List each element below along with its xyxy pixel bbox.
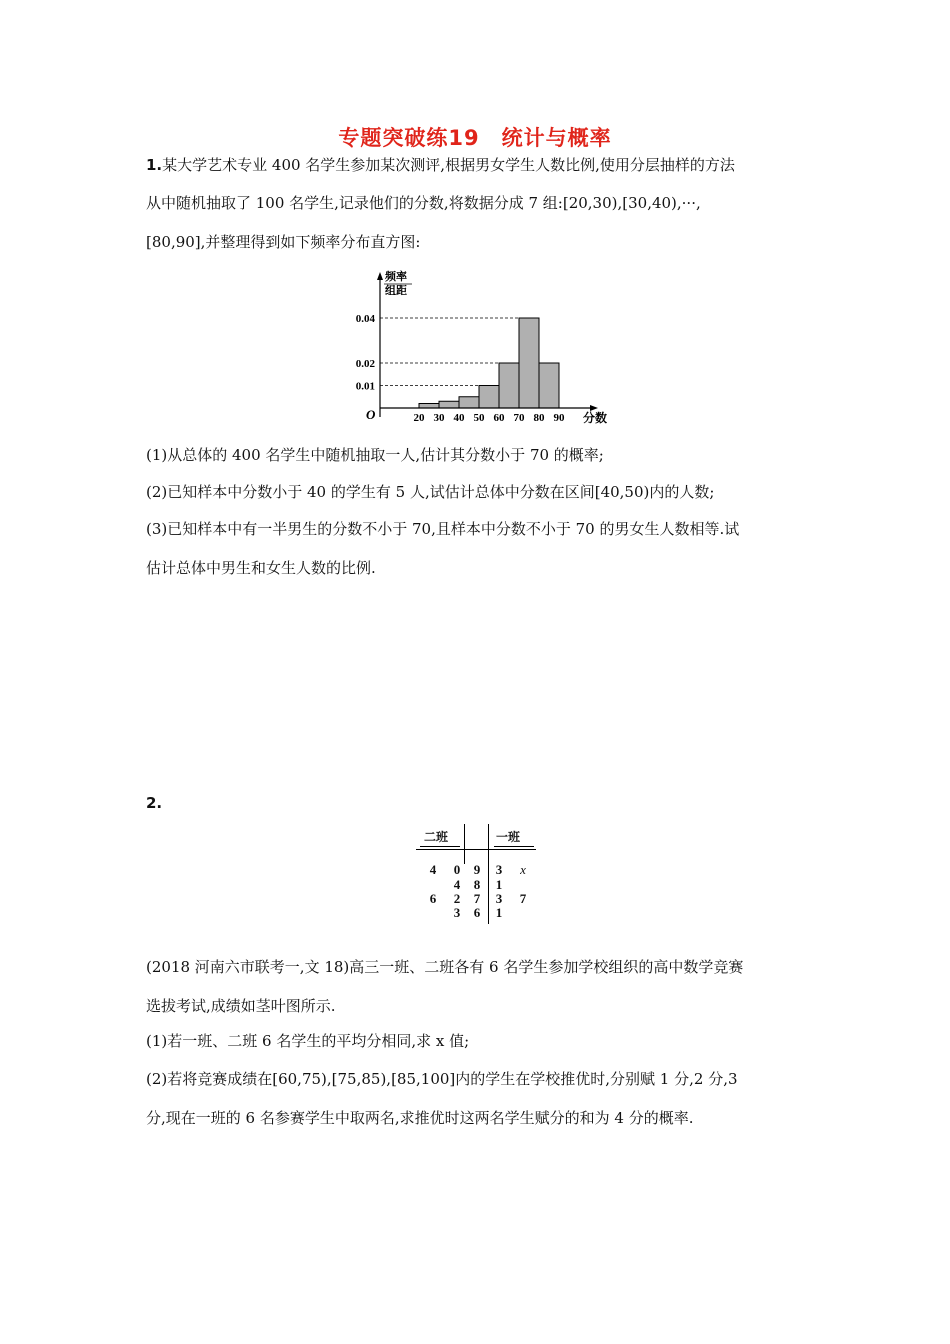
stem-leaf-plot	[412, 824, 542, 924]
left-leaf: 6	[429, 891, 437, 906]
right-header: 一班	[496, 830, 521, 844]
histogram-bar	[479, 386, 499, 409]
y-tick-label: 0.01	[355, 380, 375, 393]
y-tick-labels	[356, 313, 376, 393]
q1-sub-2: (2)已知样本中分数小于 40 的学生有 5 人,试估计总体中分数在区间[40,50)内的人数;	[146, 483, 715, 501]
left-leaf: 4	[453, 877, 461, 892]
stem-divider-right	[488, 824, 489, 924]
y-label-bottom: 组距	[385, 285, 407, 297]
origin-label: O	[366, 407, 376, 422]
q2-sub-1: (1)若一班、二班 6 名学生的平均分相同,求 x 值;	[146, 1032, 470, 1050]
y-tick-label: 0.02	[355, 358, 375, 370]
histogram-bar	[519, 318, 539, 408]
stem: 9	[473, 862, 481, 877]
histogram-bar	[499, 363, 519, 408]
x-axis-label: 分数	[583, 411, 608, 425]
histogram-bar	[439, 401, 459, 408]
left-header: 二班	[424, 830, 449, 844]
histogram-bar	[459, 397, 479, 408]
q1-line-1: 1.某大学艺术专业 400 名学生参加某次测评,根据男女学生人数比例,使用分层抽样的方法	[146, 156, 735, 174]
stem-top-rule	[416, 849, 536, 850]
right-leaf: 7	[519, 891, 527, 906]
q1-sub-3-cont: 估计总体中男生和女生人数的比例.	[146, 559, 376, 577]
x-tick-label: 40	[453, 412, 465, 424]
x-tick-label: 90	[553, 412, 565, 424]
right-leaf: 1	[495, 877, 503, 892]
x-tick-label: 50	[473, 412, 485, 424]
q2-sub-2-cont: 分,现在一班的 6 名参赛学生中取两名,求推优时这两名学生赋分的和为 4 分的概率.	[146, 1109, 694, 1127]
q1-line-2: 从中随机抽取了 100 名学生,记录他们的分数,将数据分成 7 组:[20,30),[30,40),···,	[146, 194, 701, 212]
y-axis-arrow	[377, 272, 383, 280]
q2-line-2: 选拔考试,成绩如茎叶图所示.	[146, 997, 336, 1015]
right-header-rule	[494, 846, 534, 847]
stem-divider-left-top	[464, 824, 465, 864]
histogram-bar	[539, 363, 559, 408]
left-leaf: 4	[429, 862, 437, 877]
left-leaf: 2	[453, 891, 461, 906]
right-leaf: 3	[495, 862, 503, 877]
histogram-bar	[419, 404, 439, 409]
q1-number: 1.	[146, 156, 163, 174]
page-title: 专题突破练19 统计与概率	[338, 126, 612, 150]
stem: 8	[473, 877, 481, 892]
y-label-top: 频率	[385, 271, 407, 283]
x-tick-label: 80	[533, 412, 545, 424]
left-leaf: 3	[453, 905, 461, 920]
q2-line-1: (2018 河南六市联考一,文 18)高三一班、二班各有 6 名学生参加学校组织的高中数学竞赛	[146, 958, 744, 976]
right-leaf: 3	[495, 891, 503, 906]
x-tick-labels	[414, 412, 566, 424]
x-tick-label: 30	[433, 412, 445, 424]
q1-sub-1: (1)从总体的 400 名学生中随机抽取一人,估计其分数小于 70 的概率;	[146, 446, 604, 464]
y-tick-label: 0.04	[355, 313, 375, 325]
stem: 7	[473, 891, 481, 906]
q2-number: 2.	[146, 794, 163, 812]
right-leaf: 1	[495, 905, 503, 920]
x-tick-label: 70	[513, 412, 525, 424]
x-tick-label: 20	[413, 412, 425, 424]
left-leaf: 0	[453, 862, 461, 877]
left-header-rule	[420, 846, 460, 847]
stem: 6	[473, 905, 481, 920]
q1-sub-3: (3)已知样本中有一半男生的分数不小于 70,且样本中分数不小于 70 的男女生人数相等.试	[146, 520, 740, 538]
frequency-histogram	[340, 262, 610, 427]
q2-sub-2: (2)若将竞赛成绩在[60,75),[75,85),[85,100]内的学生在学校推优时,分别赋 1 分,2 分,3	[146, 1070, 738, 1088]
histogram-guides	[380, 318, 519, 386]
q1-line-3: [80,90],并整理得到如下频率分布直方图:	[146, 233, 421, 251]
right-leaf-variable: x	[520, 862, 526, 877]
x-tick-label: 60	[493, 412, 505, 424]
